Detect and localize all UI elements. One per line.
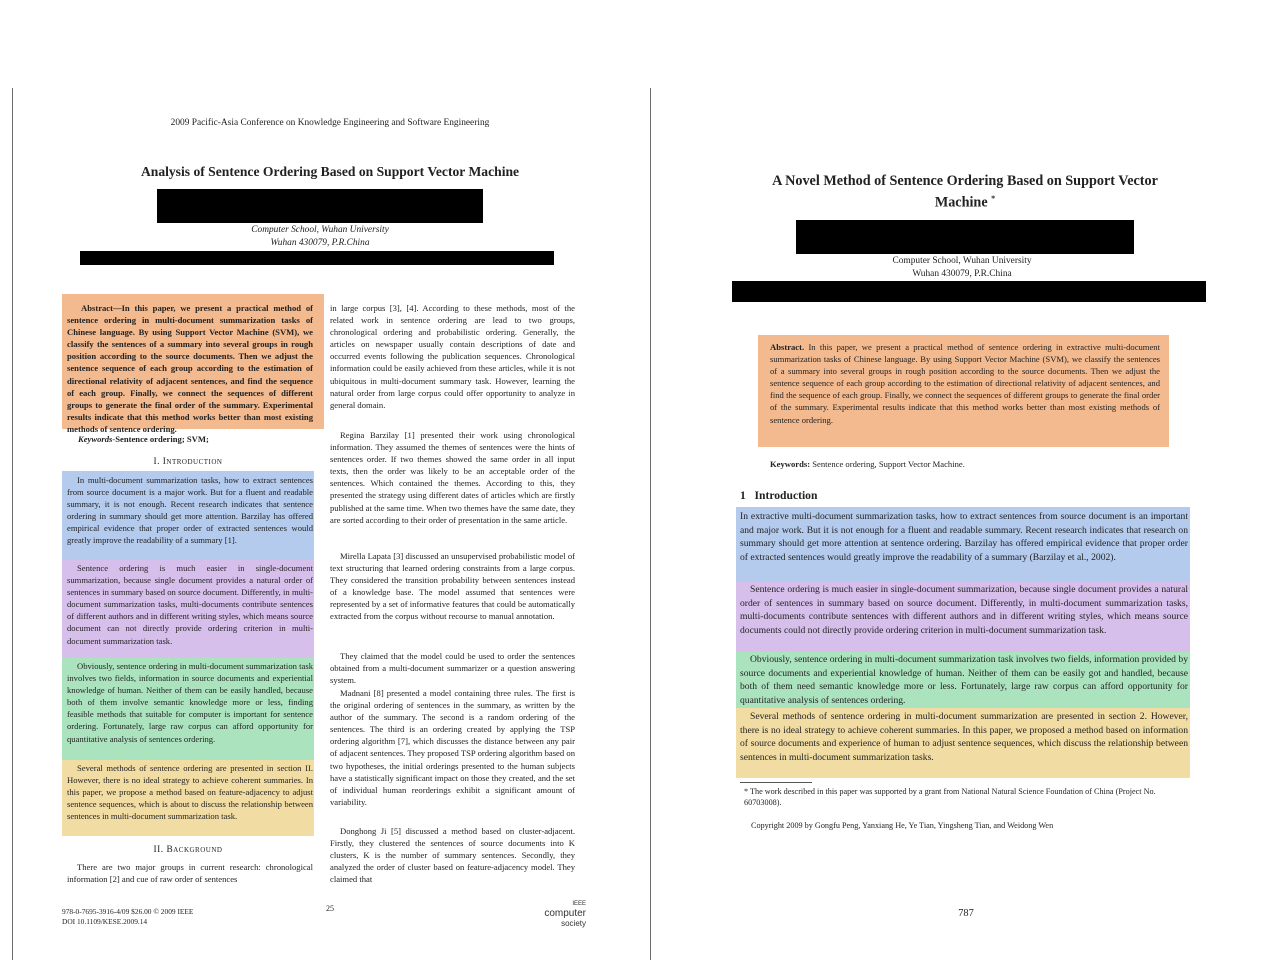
right-copyright: Copyright 2009 by Gongfu Peng, Yanxiang He, Ye Tian, Yingsheng Tian, and Weidong Wen bbox=[751, 821, 1054, 830]
left-page-edge bbox=[12, 88, 13, 960]
left-page-number: 25 bbox=[326, 904, 334, 913]
left-intro-para: Sentence ordering is much easier in single-document summarization, because single document provides a natural order of sentences in summary based on source document. Differently, in multi-document summarization tasks, multi-documents contribute sentences of different authors and in different writing styles, which means source document can not directly provide ordering criterion in multi-document summarization task. bbox=[67, 563, 313, 646]
logo-line: society bbox=[561, 919, 586, 928]
right-title-line: A Novel Method of Sentence Ordering Based on Support Vector bbox=[772, 173, 1158, 189]
right-abstract bbox=[770, 341, 1160, 445]
redacted-authors bbox=[796, 220, 1134, 254]
left-intro-para: Several methods of sentence ordering are presented in section II. However, there is no ideal strategy to achieve coherent summaries. In this paper, we propose a method based on feature-adjacency to adjust sentence sequences, which is about to discuss the relationship between sentences in multi-document summarization task. bbox=[67, 763, 313, 822]
right-abstract-label: Abstract. bbox=[770, 342, 805, 352]
left-col2-para: Donghong Ji [5] discussed a method based on cluster-adjacent. Firstly, they clustered the sentences of source documents into K clusters, K is the number of summary sentences. Secondly, they analyzed the order of cluster based on feature-adjacency model. They claimed that bbox=[330, 826, 575, 885]
right-keywords-value: Sentence ordering, Support Vector Machine. bbox=[812, 459, 965, 469]
right-keywords-label: Keywords: bbox=[770, 459, 811, 469]
left-keywords-label: Keywords- bbox=[78, 434, 116, 444]
left-footer-line: DOI 10.1109/KESE.2009.14 bbox=[62, 916, 148, 926]
left-intro-para: Obviously, sentence ordering in multi-document summarization task involves two fields, information in source documents and experiential knowledge of human. Neither of them can be easily handled, because both of them involve semantic knowledge more or less, finding feasible methods that suitable for computer is important for sentence ordering. Fortunately, large raw corpus can afford opportunity for quantitative analysis of sentences ordering. bbox=[67, 661, 313, 744]
left-intro-para: In multi-document summarization tasks, how to extract sentences from source document is a major work. But for a fluent and readable summary, it is not enough. Recent research indicates that sentence ordering in summary should get more attention. Barzilay has offered empirical evidence that proper order of extracted sentences would greatly improve the readability of a summary [1]. bbox=[67, 475, 313, 546]
left-background-heading: II. Background bbox=[153, 845, 223, 855]
computer-society-logo bbox=[520, 900, 586, 928]
left-col2-para: They claimed that the model could be used to order the sentences obtained from a multi-document summarizer or a question answering system. bbox=[330, 651, 575, 686]
right-affiliation-line: Computer School, Wuhan University bbox=[892, 256, 1032, 266]
left-col2-para: Regina Barzilay [1] presented their work using chronological information. They assumed the themes of sentences were the hints of sentences order. If two themes showed the same order in all input texts, then the order was likely to be an acceptable order of the sentences. Which contained the themes. According to this, they presented the strategy using different dates of articles which are firstly published at the same time. When two themes have the same date, they are sorted according to their order of presentation in the same article. bbox=[330, 430, 575, 525]
left-background-para: There are two major groups in current research: chronological information [2] and cue of raw order of sentences bbox=[67, 862, 313, 885]
redacted-authors bbox=[157, 189, 483, 223]
left-affiliation-line: Computer School, Wuhan University bbox=[251, 225, 389, 235]
left-col2-para: Mirella Lapata [3] discussed an unsupervised probabilistic model of text structuring that learned ordering constraints from a large corpus. They considered the transition probability between sentences instead of a knowledge base. The model assumed that sentences were represented by a set of informative features that could be automatically extracted from the corpus without recourse to manual annotation. bbox=[330, 551, 575, 622]
right-page-number: 787 bbox=[958, 908, 974, 919]
left-paper-title: Analysis of Sentence Ordering Based on Support Vector Machine bbox=[140, 164, 520, 179]
right-abstract-text: In this paper, we present a practical method of sentence ordering in extractive multi-document summarization tasks of Chinese language. By using Support Vector Machine (SVM), we classify the sentences of a summary into several groups in rough position according to the source documents. Then we adjust the sentence sequence of each group according to the estimation of directional relativity of adjacent sentences, and find the sequence of each group. Finally, we connect the sequences of different groups to generate the final order of the summary. Experimental results indicate that this method works better than most existing methods of sentence ordering. bbox=[770, 342, 1160, 425]
left-keywords-value: Sentence ordering; SVM; bbox=[115, 434, 209, 444]
left-footer-line: 978-0-7695-3916-4/09 $26.00 © 2009 IEEE bbox=[62, 907, 194, 916]
right-section-heading: 1 Introduction bbox=[740, 489, 818, 502]
left-footer-doi bbox=[62, 907, 282, 926]
right-title-word: Machine bbox=[934, 194, 988, 211]
left-col2-para: Madnani [8] presented a model containing three rules. The first is the original ordering of sentences in the summary, as written by the author of the summary. The second is a random ordering of the sentences. The third is an ordering created by applying the TSP ordering algorithm [7], which discusses the distance between any pair of adjacent sentences. They proposed TSP ordering algorithm based on two hypotheses, the initial orderings presented to the human subjects have a statistically significant impact on those they created, and the set of individual human reorderings exhibit a significant amount of variability. bbox=[330, 688, 575, 807]
right-intro-para: In extractive multi-document summarization tasks, how to extract sentences from source document is an important and major work. But it is not enough for a fluent and readable summary. Recent research indicates that research on summary should get more attention at sentence ordering. Barzilay has offered empirical evidence that proper order of extracted sentences would greatly improve the readability of a summary (Barzilay et al., 2002). bbox=[740, 511, 1188, 563]
left-abstract: Abstract—In this paper, we present a practical method of sentence ordering in multi-document summarization tasks of Chinese language. By using Support Vector Machine (SVM), we classify the sentences of a summary into several groups in rough position according to the source documents. Then we adjust the sentence sequence of each group according to the estimation of directional relativity of adjacent sentences, and find the sequence of each group. Finally, we connect the sequences of different groups to generate the final order of the summary. Experimental results indicate that this method works better than most existing methods of sentence ordering. bbox=[67, 303, 313, 434]
page-divider bbox=[650, 88, 651, 960]
redacted-emails bbox=[80, 251, 554, 265]
right-affiliation-line: Wuhan 430079, P.R.China bbox=[912, 268, 1012, 279]
right-keywords bbox=[770, 458, 1160, 470]
right-intro-para: Obviously, sentence ordering in multi-document summarization task involves two fields, information provided by source documents and experiential knowledge of human. Neither of them can be easily got and handled, because both of them need semantic knowledge more or less. Fortunately, large raw corpus can afford opportunity for quantitative analysis of sentences ordering. bbox=[740, 654, 1188, 706]
left-keywords bbox=[78, 433, 318, 445]
right-paper-title bbox=[732, 172, 1198, 212]
left-col2-para: in large corpus [3], [4]. According to these methods, most of the related work in sentence ordering are lead to two groups, chronological ordering and probabilistic ordering. Generally, the articles on newspaper usually contain descriptions of date and occurred events following the publication sequences. Chronological information could be easily achieved from these articles, while it is not ubiquitous in multi-document summary task. However, learning the natural order from large corpus could offer opportunity to analyze in general domain. bbox=[330, 303, 575, 410]
left-intro-heading: I. Introduction bbox=[153, 457, 223, 467]
logo-line: computer bbox=[544, 908, 586, 919]
right-title-line2 bbox=[732, 190, 1198, 212]
title-footnote-mark: * bbox=[991, 194, 996, 203]
left-affiliation-line: Wuhan 430079, P.R.China bbox=[270, 237, 370, 248]
redacted-emails bbox=[732, 281, 1206, 302]
right-affiliation bbox=[812, 255, 1112, 280]
right-paper-page bbox=[652, 0, 1280, 960]
right-footnote: * The work described in this paper was supported by a grant from National Natural Science Foundation of China (Project No. 60703008). bbox=[744, 787, 1156, 807]
logo-line: IEEE bbox=[572, 901, 586, 907]
conference-header: 2009 Pacific-Asia Conference on Knowledge Engineering and Software Engineering bbox=[170, 118, 490, 128]
right-intro-para: Several methods of sentence ordering in multi-document summarization are presented in section 2. However, there is no ideal strategy to achieve coherent summaries. In this paper, we proposed a method based on information of source documents and experience of human to adjust sentence sequences, which discuss the relationship between sentences in multi-document summarization tasks. bbox=[740, 711, 1188, 763]
left-affiliation bbox=[160, 224, 480, 249]
right-intro-para: Sentence ordering is much easier in single-document summarization, because single document provides a natural order of sentences in summary based on source document. Differently, in multi-document summarization tasks, multi-documents contribute sentences with different authors and in different writing styles, which means source documents could not directly provide ordering criterion in multi-document summarization task. bbox=[740, 584, 1188, 636]
footnote-rule bbox=[740, 782, 812, 783]
